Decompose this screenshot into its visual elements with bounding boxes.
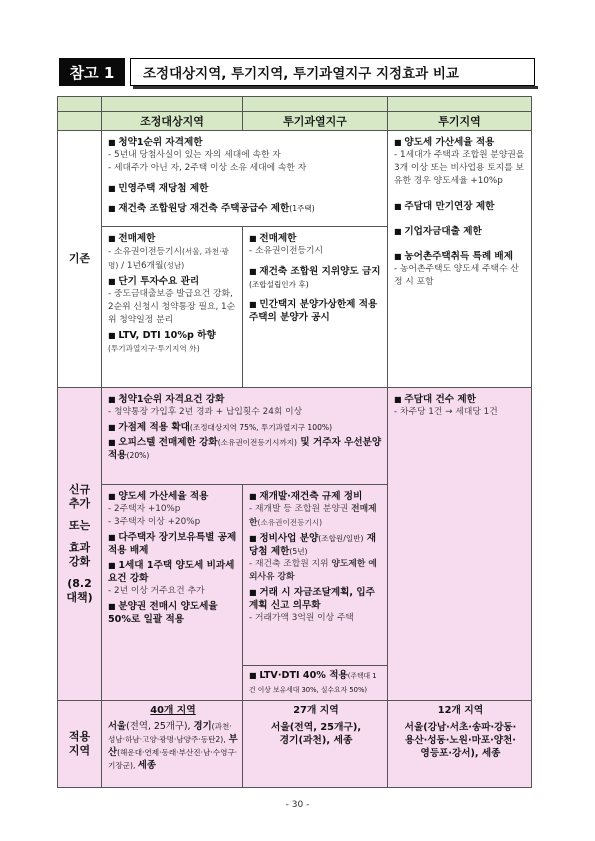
row-label-existing: 기존 bbox=[58, 131, 102, 388]
existing-price-cap-disclosure: ■ 민간택지 분양가상한제 적용 주택의 분양가 공시 bbox=[249, 298, 383, 324]
row-label-new: 신규 추가 또는 효과 강화 (8.2 대책) bbox=[58, 388, 102, 701]
new-overheat-cell bbox=[243, 485, 388, 666]
new-member-resale-limit: - 재개발 등 조합원 분양권 전매제한(소유권이전등기시) bbox=[249, 504, 377, 528]
existing-private-rewin: ■ 민영주택 재당첨 제한 bbox=[108, 182, 383, 195]
existing-speculation-cell bbox=[388, 131, 532, 388]
area-row bbox=[58, 701, 532, 788]
existing-transfer-tax-note: - 1세대가 주택과 조합원 분양권을 3개 이상 또는 비사업용 토지를 보유한 경우 양도세율 +10%p bbox=[394, 150, 525, 186]
existing-overheat-resale: ■ 전매제한 bbox=[249, 232, 383, 245]
new-officetel-resale: ■ 오피스텔 전매제한 강화(소유권이전등기시까지) 및 거주자 우선분양 적용(20%) bbox=[108, 436, 383, 462]
new-transfer-exception: - 재건축 조합원 지위 양도제한 예외사유 강화 bbox=[249, 559, 377, 582]
existing-overheat-cell bbox=[243, 227, 388, 388]
new-mortgage-count-limit: ■ 주담대 건수 제한 bbox=[394, 393, 527, 406]
new-presale-tax-rate: ■ 분양권 전매시 양도세율 50%로 일괄 적용 bbox=[108, 600, 238, 626]
col-header-overheat: 투기과열지구 bbox=[243, 112, 388, 131]
new-row-top bbox=[58, 388, 532, 485]
row-label-area: 적용 지역 bbox=[58, 701, 102, 788]
existing-jojeong-left-cell bbox=[102, 227, 243, 388]
existing-rural-housing: ■ 농어촌주택취득 특례 배제 bbox=[394, 250, 527, 263]
new-subscription-note: - 청약통장 가입후 2년 경과 + 납입횟수 24회 이상 bbox=[108, 407, 303, 417]
existing-resale-note: - 소유권이전등기시(서울, 과천·광명) / 1년6개월(성남) bbox=[108, 247, 229, 271]
col-header-speculation: 투기지역 bbox=[388, 112, 532, 131]
col-header-jojeong: 조정대상지역 bbox=[102, 112, 243, 131]
area-jojeong-count: 40개 지역 bbox=[150, 705, 196, 716]
new-redevelopment-rules: ■ 재개발·재건축 규제 정비 bbox=[249, 490, 383, 503]
comparison-table bbox=[57, 96, 532, 788]
existing-row-top bbox=[58, 131, 532, 227]
existing-resale-limit: ■ 전매제한 bbox=[108, 232, 238, 245]
new-one-house-exemption: ■ 1세대 1주택 양도세 비과세 요건 강화 bbox=[108, 559, 238, 585]
existing-member-transfer-ban: ■ 재건축 조합원 지위양도 금지(조합설립인가 후) bbox=[249, 265, 383, 291]
existing-reconstruction-limit: ■ 재건축 조합원당 재건축 주택공급수 제한(1주택) bbox=[108, 202, 383, 215]
area-jojeong-cell bbox=[102, 701, 243, 788]
new-ltv-cell bbox=[243, 666, 388, 701]
existing-corporate-loan: ■ 기업자금대출 제한 bbox=[394, 225, 527, 238]
existing-overheat-resale-note: - 소유권이전등기시 bbox=[249, 246, 323, 256]
existing-ltv-note: (투기과열지구·투기지역 外) bbox=[108, 344, 200, 353]
new-funding-plan-note: - 거래가액 3억원 이상 주택 bbox=[249, 613, 354, 623]
existing-rural-housing-note: - 농어촌주택도 양도세 주택수 산정 시 포함 bbox=[394, 264, 519, 287]
new-rewin-limit: ■ 정비사업 분양(조합원/일반) 재당첨 제한(5년) bbox=[249, 532, 383, 558]
new-jojeong-top-cell bbox=[102, 388, 388, 485]
area-speculation-line1: 서울(강남·서초·송파·강동· bbox=[404, 722, 517, 733]
new-subscription-strengthen: ■ 청약1순위 자격요건 강화 bbox=[108, 393, 383, 406]
new-jojeong-left-cell bbox=[102, 485, 243, 701]
new-funding-plan-report: ■ 거래 시 자금조달계획, 입주계획 신고 의무화 bbox=[249, 586, 383, 612]
new-point-system: ■ 가점제 적용 확대(조정대상지역 75%, 투기과열지구 100%) bbox=[108, 421, 383, 434]
existing-short-term-demand: ■ 단기 투자수요 관리 bbox=[108, 275, 238, 288]
area-speculation-line3: 영등포·강서), 세종 bbox=[420, 748, 501, 759]
existing-subscription-restriction: ■ 청약1순위 자격제한 bbox=[108, 136, 383, 149]
new-speculation-cell bbox=[388, 388, 532, 701]
existing-transfer-tax: ■ 양도세 가산세율 적용 bbox=[394, 136, 527, 149]
reference-tag: 참고 1 bbox=[59, 58, 125, 86]
new-residence-requirement: - 2년 이상 거주요건 추가 bbox=[108, 586, 205, 596]
new-transfer-tax-3house: - 3주택자 이상 +20%p bbox=[108, 517, 201, 527]
existing-mortgage-extension: ■ 주담대 만기연장 제한 bbox=[394, 200, 527, 213]
new-mortgage-count-note: - 차주당 1건 → 세대당 1건 bbox=[394, 407, 498, 417]
page-number: - 30 - bbox=[285, 800, 310, 810]
area-overheat-line1: 서울(전역, 25개구), bbox=[270, 722, 362, 733]
existing-subscription-note-2: - 세대주가 아닌 자, 2주택 이상 소유 세대에 속한 자 bbox=[108, 163, 307, 173]
existing-jojeong-top-cell bbox=[102, 131, 388, 227]
existing-subscription-note-1: - 5년내 당첨사실이 있는 자의 세대에 속한 자 bbox=[108, 150, 281, 160]
area-speculation-cell bbox=[388, 701, 532, 788]
new-ltv-dti: ■ LTV·DTI 40% 적용(주택대 1건 이상 보유세대 30%, 실수요자 50%) bbox=[249, 669, 383, 697]
corner-header bbox=[58, 112, 102, 131]
area-overheat-line2: 경기(과천), 세종 bbox=[279, 735, 353, 746]
new-long-term-deduction: ■ 다주택자 장기보유특별 공제 적용 배제 bbox=[108, 531, 238, 557]
area-jojeong-list: 서울(전역, 25개구), 경기(과천·성남·하남·고양·광명·남양주·동탄2), 부산(해운대·연제·동래·부산진·남·수영구·기장군), 세종 bbox=[108, 721, 238, 771]
new-transfer-tax-2house: - 2주택자 +10%p bbox=[108, 504, 181, 514]
area-speculation-line2: 용산·성동·노원·마포·양천· bbox=[405, 735, 516, 746]
document-title: 조정대상지역, 투기지역, 투기과열지구 지정효과 비교 bbox=[130, 58, 535, 86]
header-band-row bbox=[58, 97, 532, 112]
column-header-row bbox=[58, 112, 532, 131]
area-speculation-count: 12개 지역 bbox=[437, 705, 484, 716]
existing-ltv-dti: ■ LTV, DTI 10%p 하향 bbox=[108, 329, 238, 342]
area-overheat-count: 27개 지역 bbox=[293, 705, 339, 716]
area-overheat-cell bbox=[243, 701, 388, 788]
new-transfer-tax: ■ 양도세 가산세율 적용 bbox=[108, 490, 238, 503]
title-shadow bbox=[133, 86, 538, 89]
existing-short-term-note: - 중도금대출보증 발급요건 강화, 2순위 신청시 청약통장 필요, 1순위 청약일정 분리 bbox=[108, 289, 236, 325]
